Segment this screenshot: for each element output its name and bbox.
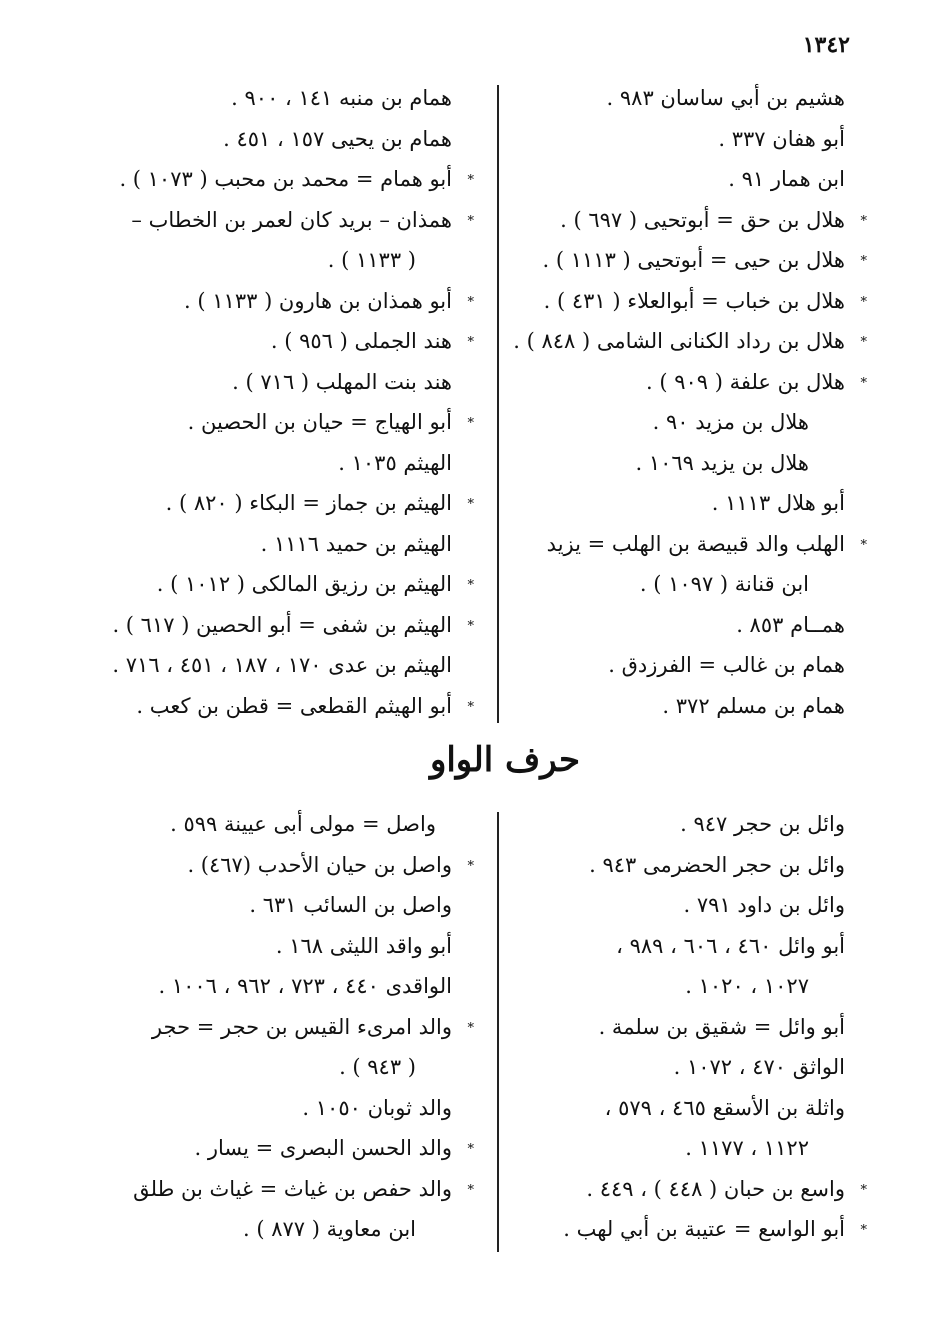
index-entry: أبو هلال ١١١٣ .: [711, 491, 845, 515]
index-entry: * واصل بن حيان الأحدب (٤٦٧) .: [84, 845, 452, 886]
index-entry: همــام ٨٥٣ .: [736, 612, 845, 637]
index-entry: هند بنت المهلب ( ٧١٦ ) .: [232, 369, 452, 394]
index-entry: أبو هفان ٣٣٧ .: [718, 126, 845, 151]
index-entry: وائل بن داود ٧٩١ .: [683, 893, 845, 917]
index-entry: * هلال بن علفة ( ٩٠٩ ) .: [465, 362, 845, 403]
index-entry: ابن قنانة ( ١٠٩٧ ) .: [639, 572, 809, 596]
index-entry: هشيم بن أبي ساسان ٩٨٣ .: [606, 86, 845, 110]
index-entry: الهيثم بن حميد ١١١٦ .: [260, 531, 452, 556]
bottom-right-column: [465, 804, 845, 1250]
index-entry: هلال بن يزيد ١٠٦٩ .: [635, 450, 809, 475]
index-entry: * أبو الهياج = حيان بن الحصين .: [84, 402, 452, 443]
column-divider-bottom: [497, 812, 499, 1252]
index-entry: * همذان – بريد كان لعمر بن الخطاب –: [84, 200, 452, 241]
index-entry: * الهلب والد قبيصة بن الهلب = يزيد: [465, 524, 845, 565]
index-entry: أبو واقد الليثى ١٦٨ .: [275, 933, 452, 958]
index-entry: همام بن منبه ١٤١ ، ٩٠٠ .: [231, 86, 452, 110]
index-entry: ١١٢٢ ، ١١٧٧ .: [685, 1136, 809, 1160]
index-entry: * هلال بن خباب = أبوالعلاء ( ٤٣١ ) .: [465, 281, 845, 322]
index-entry: واثلة بن الأسقع ٤٦٥ ، ٥٧٩ ،: [604, 1095, 845, 1120]
column-divider-top: [497, 85, 499, 723]
top-right-column: [465, 78, 845, 726]
index-entry: همام بن غالب = الفرزدق .: [608, 653, 845, 677]
index-entry: * واسع بن حبان ( ٤٤٨ ) ، ٤٤٩ .: [465, 1169, 845, 1210]
index-entry: ١٠٢٧ ، ١٠٢٠ .: [685, 974, 809, 998]
index-entry: ابن همار ٩١ .: [728, 167, 845, 191]
index-entry: * هلال بن حق = أبوتحيى ( ٦٩٧ ) .: [465, 200, 845, 241]
index-entry: أبو وائل ٤٦٠ ، ٦٠٦ ، ٩٨٩ ،: [616, 933, 845, 958]
index-entry: الهيثم بن عدى ١٧٠ ، ١٨٧ ، ٤٥١ ، ٧١٦ .: [112, 653, 452, 677]
index-entry: هلال بن مزيد ٩٠ .: [652, 410, 809, 434]
index-entry: الواقدى ٤٤٠ ، ٧٢٣ ، ٩٦٢ ، ١٠٠٦ .: [158, 974, 452, 998]
index-entry: وائل بن حجر الحضرمى ٩٤٣ .: [589, 852, 845, 877]
index-entry: ( ١١٣٣ ) .: [327, 248, 416, 272]
index-entry: * هلال بن حيى = أبوتحيى ( ١١١٣ ) .: [465, 240, 845, 281]
page-number: ١٣٤٢: [802, 32, 850, 58]
index-entry: * أبو الواسع = عتيبة بن أبي لهب .: [465, 1209, 845, 1250]
index-entry: * والد الحسن البصرى = يسار .: [84, 1128, 452, 1169]
index-entry: * الهيثم بن جماز = البكاء ( ٨٢٠ ) .: [84, 483, 452, 524]
index-entry: ( ٩٤٣ ) .: [339, 1055, 416, 1079]
index-entry: * والد حفص بن غياث = غياث بن طلق: [84, 1169, 452, 1210]
index-entry: وائل بن حجر ٩٤٧ .: [680, 812, 845, 836]
index-entry: * هلال بن رداد الكنانى الشامى ( ٨٤٨ ) .: [465, 321, 845, 362]
bottom-left-column: [84, 804, 452, 1250]
index-entry: أبو وائل = شقيق بن سلمة .: [598, 1014, 845, 1039]
section-heading: حرف الواو: [429, 740, 581, 780]
index-entry: الهيثم ١٠٣٥ .: [338, 450, 452, 475]
index-entry: * والد امرىء القيس بن حجر = حجر: [84, 1007, 452, 1048]
index-entry: واصل = مولى أبى عيينة ٥٩٩ .: [170, 812, 436, 836]
index-entry: * الهيثم بن شفى = أبو الحصين ( ٦١٧ ) .: [84, 605, 452, 646]
index-entry: ابن معاوية ( ٨٧٧ ) .: [243, 1217, 416, 1241]
index-entry: همام بن يحيى ١٥٧ ، ٤٥١ .: [223, 126, 452, 151]
index-entry: * هند الجملى ( ٩٥٦ ) .: [84, 321, 452, 362]
index-entry: همام بن مسلم ٣٧٢ .: [662, 693, 845, 718]
index-entry: * أبو همذان بن هارون ( ١١٣٣ ) .: [84, 281, 452, 322]
top-left-column: [84, 78, 452, 726]
index-entry: واصل بن السائب ٦٣١ .: [249, 893, 452, 917]
index-entry: والد ثوبان ١٠٥٠ .: [302, 1095, 452, 1120]
index-entry: الواثق ٤٧٠ ، ١٠٧٢ .: [673, 1055, 845, 1079]
index-entry: * الهيثم بن رزيق المالكى ( ١٠١٢ ) .: [84, 564, 452, 605]
index-entry: * أبو همام = محمد بن محبب ( ١٠٧٣ ) .: [84, 159, 452, 200]
index-entry: * أبو الهيثم القطعى = قطن بن كعب .: [84, 686, 452, 727]
